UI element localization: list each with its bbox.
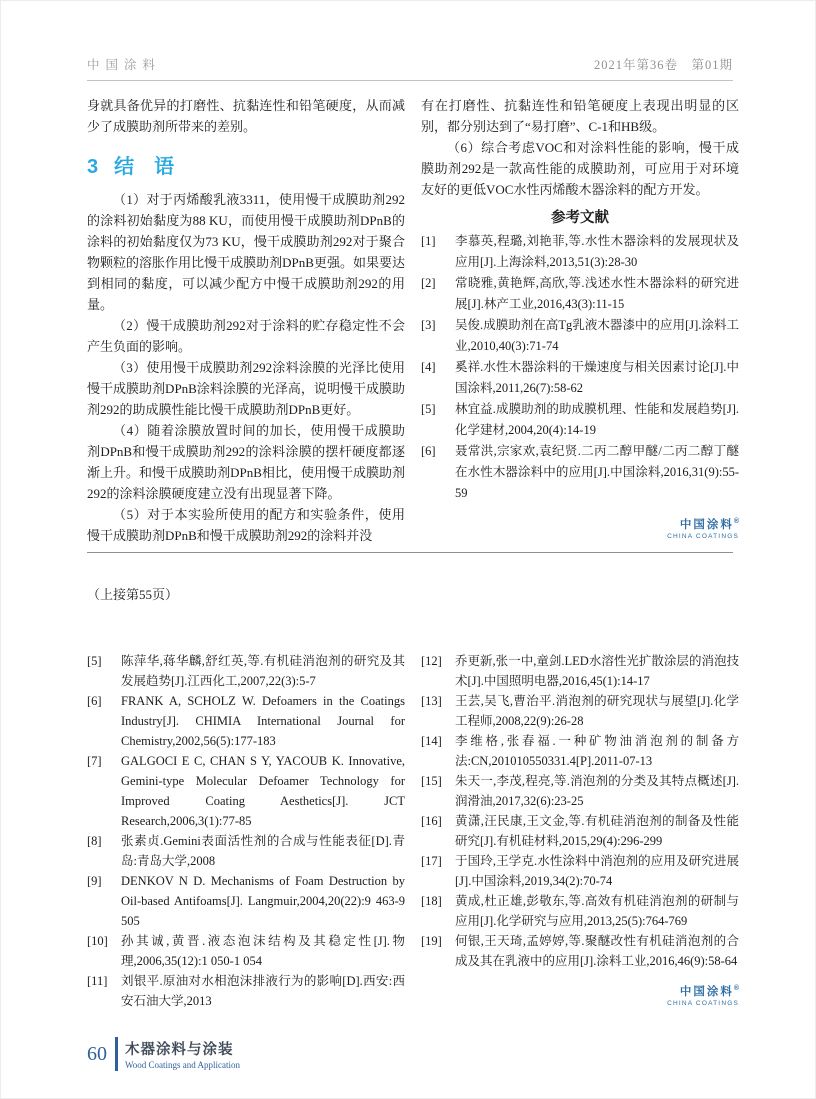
reference-text: 陈萍华,蒋华麟,舒红英,等.有机硅消泡剂的研究及其发展趋势[J].江西化工,2007,22(3):5-7 xyxy=(121,654,405,688)
conclusion-paragraph-6: （6）综合考虑VOC和对涂料性能的影响，慢干成膜助剂292是一款高性能的成膜助剂，可应用于对环境友好的更低VOC水性丙烯酸木器涂料的配方开发。 xyxy=(421,140,739,197)
journal-name: 中国涂料 xyxy=(87,58,162,72)
section-title: 结 语 xyxy=(114,156,175,178)
conclusion-paragraph-4: （4）随着涂膜放置时间的加长，使用慢干成膜助剂DPnB和慢干成膜助剂292的涂料涂膜的摆杆硬度都逐渐上升。和慢干成膜助剂DPnB相比，使用慢干成膜助剂292的涂料涂膜硬度建立没有出现显著下降。 xyxy=(87,423,405,501)
page-number: 60 xyxy=(87,1042,107,1065)
footer-section-cn: 木器涂料与涂装 xyxy=(125,1042,234,1058)
reference-number: [6] xyxy=(421,444,436,458)
intro-paragraph: 身就具备优异的打磨性、抗黏连性和铅笔硬度，从而减少了成膜助剂所带来的差别。 xyxy=(87,98,405,134)
reference-item xyxy=(87,871,405,931)
reference-number: [5] xyxy=(421,402,436,416)
reference-item xyxy=(87,831,405,871)
reference-text: 朱天一,李茂,程亮,等.消泡剂的分类及其特点概述[J].润滑油,2017,32(6):23-25 xyxy=(455,774,739,808)
reference-item xyxy=(421,771,739,811)
reference-text: 林宜益.成膜助剂的助成膜机理、性能和发展趋势[J].化学建材,2004,20(4):14-19 xyxy=(455,402,739,437)
page-footer xyxy=(87,1037,240,1071)
reference-item xyxy=(421,315,739,357)
reference-item xyxy=(421,851,739,891)
reference-item xyxy=(421,231,739,273)
reference-text: 乔更新,张一中,童剑.LED水溶性光扩散涂层的消泡技术[J].中国照明电器,2016,45(1):14-17 xyxy=(455,654,739,688)
reference-number: [5] xyxy=(87,654,102,668)
right-column xyxy=(421,95,739,546)
reference-text: 聂常洪,宗家欢,袁纪贤.二丙二醇甲醚/二丙二醇丁醚在水性木器涂料中的应用[J].中国涂料,2016,31(9):55-59 xyxy=(455,444,739,500)
left-column xyxy=(87,95,405,546)
reference-text: 李慕英,程璐,刘艳菲,等.水性木器涂料的发展现状及应用[J].上海涂料,2013,51(3):28-30 xyxy=(455,234,739,269)
reference-item xyxy=(421,931,739,971)
issue-info: 2021年第36卷 第01期 xyxy=(593,58,733,72)
reference-item xyxy=(421,273,739,315)
reference-item xyxy=(421,441,739,504)
reference-item xyxy=(87,691,405,751)
reference-number: [2] xyxy=(421,276,436,290)
reference-item xyxy=(421,399,739,441)
logo-text-en: CHINA COATINGS xyxy=(667,1000,739,1007)
reference-text: 何银,王天琦,孟婷婷,等.聚醚改性有机硅消泡剂的合成及其在乳液中的应用[J].涂料工业,2016,46(9):58-64 xyxy=(455,934,739,968)
reference-item xyxy=(421,357,739,399)
logo-text-cn: 中国涂料® xyxy=(679,985,739,998)
footer-section-titles xyxy=(125,1038,240,1070)
lower-right-column xyxy=(421,651,739,1011)
registered-mark: ® xyxy=(733,985,739,993)
reference-item xyxy=(87,651,405,691)
section-heading xyxy=(87,150,405,179)
page-header xyxy=(87,55,733,81)
reference-item xyxy=(87,931,405,971)
reference-text: FRANK A, SCHOLZ W. Defoamers in the Coatings Industry[J]. CHIMIA International Journal for Chemistry,2002,56(5):177-183 xyxy=(121,694,405,748)
reference-number: [14] xyxy=(421,734,442,748)
reference-text: 张素贞.Gemini表面活性剂的合成与性能表征[D].青岛:青岛大学,2008 xyxy=(121,834,405,868)
reference-text: 奚祥.水性木器涂料的干燥速度与相关因素讨论[J].中国涂料,2011,26(7):58-62 xyxy=(455,360,739,395)
continued-from-note: （上接第55页） xyxy=(87,587,179,602)
reference-text: 于国玲,王学克.水性涂料中消泡剂的应用及研究进展[J].中国涂料,2019,34(2):70-74 xyxy=(455,854,739,888)
reference-item xyxy=(421,731,739,771)
reference-text: 常晓雅,黄艳辉,高欣,等.浅述水性木器涂料的研究进展[J].林产工业,2016,43(3):11-15 xyxy=(455,276,739,311)
reference-number: [10] xyxy=(87,934,108,948)
reference-number: [1] xyxy=(421,234,436,248)
reference-text: 王芸,吴飞,曹治平.消泡剂的研究现状与展望[J].化学工程师,2008,22(9):26-28 xyxy=(455,694,739,728)
conclusion-paragraph-2: （2）慢干成膜助剂292对于涂料的贮存稳定性不会产生负面的影响。 xyxy=(87,318,405,354)
continued-references xyxy=(87,651,739,1011)
reference-text: GALGOCI E C, CHAN S Y, YACOUB K. Innovative, Gemini-type Molecular Defoamer Technology for Improved Coating Aesthetics[J]. JCT Research,2006,3(1):77-85 xyxy=(121,754,405,828)
reference-text: 李维格,张春福.一种矿物油消泡剂的制备方法:CN,201010550331.4[P].2011-07-13 xyxy=(455,734,739,768)
china-coatings-logo xyxy=(421,516,739,540)
footer-section-en: Wood Coatings and Application xyxy=(125,1060,241,1070)
reference-number: [9] xyxy=(87,874,102,888)
china-coatings-logo xyxy=(421,983,739,1007)
reference-number: [6] xyxy=(87,694,102,708)
reference-number: [13] xyxy=(421,694,442,708)
article-body xyxy=(87,95,739,546)
reference-text: 黄成,杜正雄,彭敬东,等.高效有机硅消泡剂的研制与应用[J].化学研究与应用,2013,25(5):764-769 xyxy=(455,894,739,928)
continuation-paragraph: 有在打磨性、抗黏连性和铅笔硬度上表现出明显的区别，都分别达到了“易打磨”、C-1和HB级。 xyxy=(421,98,739,134)
reference-number: [4] xyxy=(421,360,436,374)
reference-number: [16] xyxy=(421,814,442,828)
footer-divider-bar xyxy=(115,1037,118,1071)
conclusion-paragraph-1: （1）对于丙烯酸乳液3311，使用慢干成膜助剂292的涂料初始黏度为88 KU，而使用慢干成膜助剂DPnB的涂料的初始黏度仅为73 KU，慢干成膜助剂292对于聚合物颗粒的溶胀作用比慢干成膜助剂DPnB更强。如果要达到相同的黏度，可以减少配方中慢干成膜助剂292的用量。 xyxy=(87,192,405,312)
reference-number: [15] xyxy=(421,774,442,788)
reference-text: DENKOV N D. Mechanisms of Foam Destruction by Oil-based Antifoams[J]. Langmuir,2004,20(22):9 463-9 505 xyxy=(121,874,405,928)
registered-mark: ® xyxy=(733,518,739,526)
reference-text: 黄潇,汪民康,王文金,等.有机硅消泡剂的制备及性能研究[J].有机硅材料,2015,29(4):296-299 xyxy=(455,814,739,848)
reference-number: [17] xyxy=(421,854,442,868)
reference-number: [19] xyxy=(421,934,442,948)
reference-number: [18] xyxy=(421,894,442,908)
section-divider xyxy=(87,552,733,553)
conclusion-paragraph-5: （5）对于本实验所使用的配方和实验条件，使用慢干成膜助剂DPnB和慢干成膜助剂292的涂料并没 xyxy=(87,507,405,543)
logo-text-cn: 中国涂料® xyxy=(679,518,739,531)
reference-text: 刘银平.原油对水相泡沫排液行为的影响[D].西安:西安石油大学,2013 xyxy=(121,974,405,1008)
references-title: 参考文献 xyxy=(551,210,609,226)
reference-text: 孙其诚,黄晋.液态泡沫结构及其稳定性[J].物理,2006,35(12):1 050-1 054 xyxy=(121,934,405,968)
conclusion-paragraph-3: （3）使用慢干成膜助剂292涂料涂膜的光泽比使用慢干成膜助剂DPnB涂料涂膜的光泽高，说明慢干成膜助剂292的助成膜性能比慢干成膜助剂DPnB更好。 xyxy=(87,360,405,417)
reference-item xyxy=(421,811,739,851)
reference-item xyxy=(421,691,739,731)
reference-item xyxy=(421,651,739,691)
reference-item xyxy=(87,751,405,831)
reference-item xyxy=(87,971,405,1011)
reference-number: [11] xyxy=(87,974,108,988)
reference-number: [8] xyxy=(87,834,102,848)
reference-item xyxy=(421,891,739,931)
reference-text: 吴俊.成膜助剂在高Tg乳液木器漆中的应用[J].涂料工业,2010,40(3):71-74 xyxy=(455,318,739,353)
reference-number: [7] xyxy=(87,754,102,768)
logo-text-en: CHINA COATINGS xyxy=(667,533,739,540)
reference-number: [12] xyxy=(421,654,442,668)
reference-number: [3] xyxy=(421,318,436,332)
section-number: 3 xyxy=(87,156,99,178)
lower-left-column xyxy=(87,651,405,1011)
